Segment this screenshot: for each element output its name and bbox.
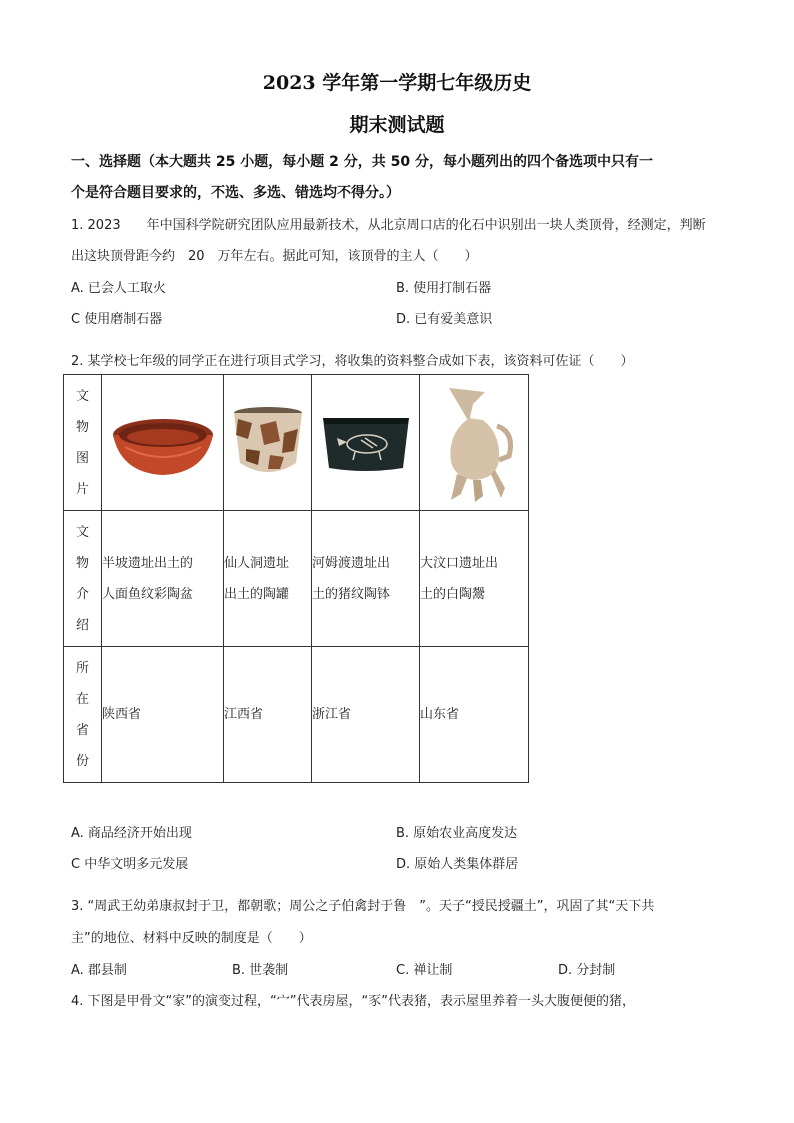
q2-option-a: A. 商品经济开始出现 [71, 826, 192, 841]
q3-stem-line2: 主”的地位、材料中反映的制度是（ ） [71, 931, 312, 946]
exam-title: 2023 学年第一学期七年级历史 [262, 72, 532, 94]
section-heading-line2: 个是符合题目要求的，不选、多选、错选均不得分。） [71, 185, 400, 201]
q3-option-a: A. 郡县制 [71, 963, 127, 978]
q1-stem-line2: 出这块顶骨距今约 20 万年左右。据此可知，该顶骨的主人（ ） [71, 249, 478, 264]
q1-stem-line1: 1. 2023 年中国科学院研究团队应用最新技术，从北京周口店的化石中识别出一块人类顶骨，经测定，判断 [71, 218, 706, 233]
q3-stem-line1: 3. “周武王幼弟康叔封于卫，都朝歌；周公之子伯禽封于鲁 ”。天子“授民授疆土”，巩固了其“天下共 [71, 899, 655, 914]
intro-cell-hemudu: 河姆渡遗址出 土的猪纹陶钵 [312, 511, 420, 647]
q1-option-c: C 使用磨制石器 [71, 312, 163, 327]
q2-stem: 2. 某学校七年级的同学正在进行项目式学习，将收集的资料整合成如下表，该资料可佐证（ ） [71, 354, 634, 369]
dawenkou-white-pottery-gui-image [420, 375, 529, 511]
q3-option-d: D. 分封制 [558, 963, 616, 978]
q3-option-b: B. 世袭制 [232, 963, 289, 978]
hemudu-pig-pottery-bowl-image [312, 375, 420, 511]
relics-table [63, 374, 529, 783]
intro-cell-banpo: 半坡遗址出土的 人面鱼纹彩陶盆 [102, 511, 224, 647]
q3-option-c: C. 禅让制 [396, 963, 453, 978]
q4-stem-line1: 4. 下图是甲骨文“家”的演变过程，“宀”代表房屋，“豕”代表猪，表示屋里养着一头大腹便便的猪， [71, 994, 635, 1009]
intro-cell-xianrendong: 仙人洞遗址 出土的陶罐 [224, 511, 312, 647]
q1-option-b: B. 使用打制石器 [396, 281, 492, 296]
painted-pottery-basin-image [102, 375, 224, 511]
province-cell-zhejiang: 浙江省 [312, 647, 420, 783]
province-cell-shaanxi: 陕西省 [102, 647, 224, 783]
row-header-images: 文物图片 [64, 375, 102, 511]
exam-subtitle: 期末测试题 [349, 114, 445, 136]
province-cell-jiangxi: 江西省 [224, 647, 312, 783]
row-header-provinces: 所在省份 [64, 647, 102, 783]
q2-option-c: C 中华文明多元发展 [71, 857, 189, 872]
table-row-images [64, 375, 529, 511]
xianrendong-pottery-jar-image [224, 375, 312, 511]
province-cell-shandong: 山东省 [420, 647, 529, 783]
row-header-intro: 文物介绍 [64, 511, 102, 647]
q1-option-a: A. 已会人工取火 [71, 281, 166, 296]
q2-option-b: B. 原始农业高度发达 [396, 826, 518, 841]
q1-option-d: D. 已有爱美意识 [396, 312, 493, 327]
intro-cell-dawenkou: 大汶口遗址出 土的白陶鬶 [420, 511, 529, 647]
table-row-provinces [64, 647, 529, 783]
section-heading-line1: 一、选择题（本大题共 25 小题，每小题 2 分，共 50 分，每小题列出的四个备选项中只有一 [71, 154, 653, 170]
table-row-intro [64, 511, 529, 647]
q2-option-d: D. 原始人类集体群居 [396, 857, 519, 872]
